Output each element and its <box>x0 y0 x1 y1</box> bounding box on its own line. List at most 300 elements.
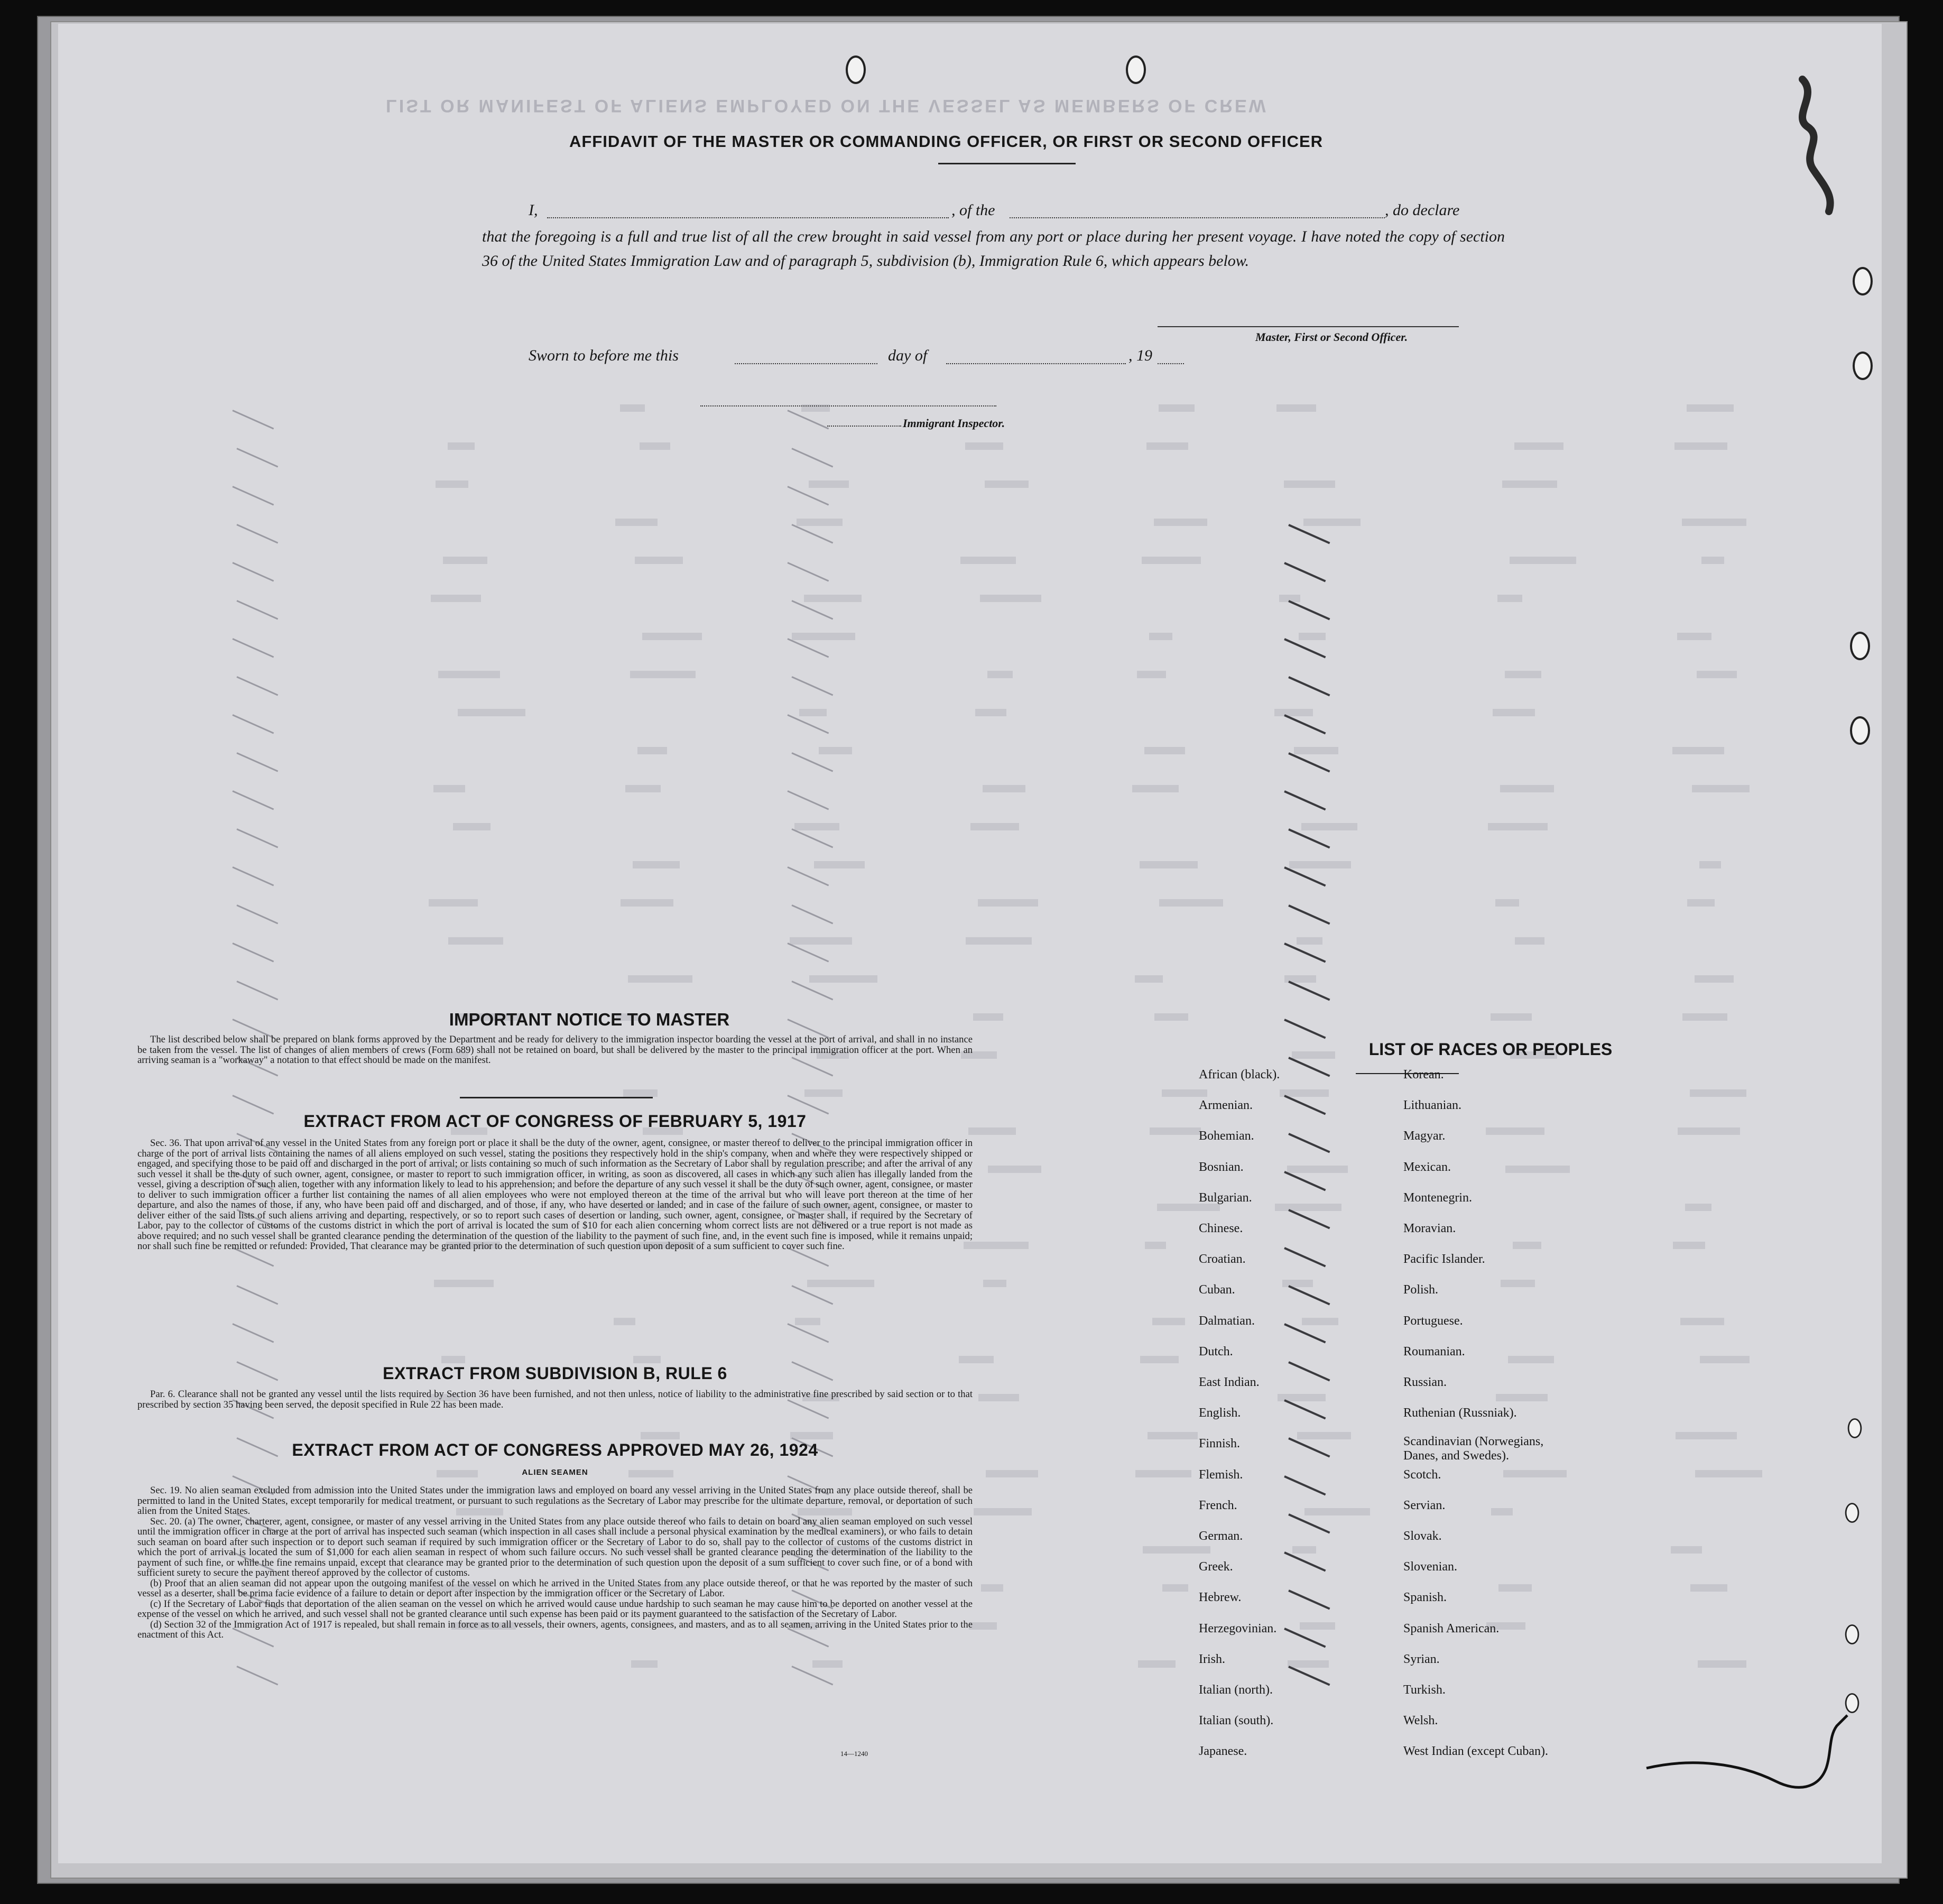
tally-stroke <box>1288 752 1330 772</box>
bleed-through-mark <box>819 747 852 754</box>
race-item: Pacific Islander. <box>1403 1252 1485 1267</box>
race-item: Dutch. <box>1199 1344 1233 1358</box>
tally-stroke <box>236 524 278 543</box>
race-item: West Indian (except Cuban). <box>1403 1744 1548 1759</box>
bleed-through-mark <box>1287 1166 1348 1173</box>
bleed-through-mark <box>980 595 1041 602</box>
bleed-through-mark <box>448 937 503 945</box>
bleed-through-mark <box>1288 1660 1329 1668</box>
race-item: Chinese. <box>1199 1222 1243 1235</box>
handwritten-mark <box>1644 1705 1855 1795</box>
bleed-through-mark <box>620 404 645 412</box>
punch-hole <box>1848 1418 1862 1438</box>
divider <box>938 163 1076 164</box>
tally-stroke <box>787 942 829 962</box>
race-item: Hebrew. <box>1199 1591 1242 1605</box>
bleed-through-mark <box>959 1356 994 1363</box>
extract-1924-paragraph: Sec. 20. (a) The owner, charterer, agent, consignee, or master of any vessel arriving in the United States from any place outside thereof who fails to detain on board any alien seaman employed on such vessel until the immigration officer in charge at the port of arrival has inspected such seaman (which inspection in all cases shall include a personal physical examination by the medical examiners), or who fails to detain such seaman on board after such inspection or to deport such seaman if required by such immigration officer or the Secretary of Labor to do so, shall pay to the collector of customs of the customs district in which the port of arrival is located the sum of $1,000 for each alien seaman in respect of whom such failure occurs. No such vessel shall be granted clearance pending the determination of the liability to the payment of such fine, or while the fine remains unpaid, except that clearance may be granted prior to the determination of such question upon the deposit of a sum sufficient to cover such fine, or of a bond with sufficient surety to secure the payment thereof approved by the collector of customs. <box>137 1515 973 1578</box>
bleed-through-mark <box>1515 937 1544 945</box>
tally-stroke <box>236 828 278 848</box>
tally-stroke <box>232 942 274 962</box>
tally-stroke <box>787 638 829 658</box>
extract-1924-paragraph: Sec. 19. No alien seaman excluded from admission into the United States under the immigration laws and employed on board any vessel arriving in the United States from any place outside thereof, shall be permitted to land in the United States, except temporarily for medical treatment, or pursuant to such regulations as the Secretary of Labor may prescribe for the ultimate departure, removal, or deportation of such alien from the United States. <box>137 1485 973 1517</box>
bleed-through-mark <box>809 480 849 488</box>
handwritten-mark <box>1771 74 1866 217</box>
tally-stroke <box>1288 1057 1330 1077</box>
race-item: East Indian. <box>1199 1375 1260 1389</box>
extract-1924-paragraph: (c) If the Secretary of Labor finds that deportation of the alien seaman on the vessel on which he arrived would cause undue hardship to such seaman he may cause him to be deported on another vessel at the expense of the vessel on which he arrived, and such vessel shall not be granted clearance until such expense has been paid or its payment guaranteed to the satisfaction of the Secretary of Labor. <box>137 1598 973 1620</box>
punch-hole <box>1850 632 1870 660</box>
bleed-through-mark <box>1493 709 1535 716</box>
sworn-year-field[interactable] <box>1158 363 1184 364</box>
inspector-signature-line[interactable] <box>700 405 996 406</box>
tally-stroke <box>236 676 278 696</box>
bleed-through-mark <box>1152 1318 1185 1325</box>
race-item: Ruthenian (Russniak). <box>1403 1406 1517 1420</box>
inspector-label: Immigrant Inspector. <box>903 417 1005 430</box>
bleed-through-mark <box>1154 519 1207 526</box>
bleed-through-mark <box>1143 1546 1210 1554</box>
affidavit-i-label: I, <box>529 201 538 219</box>
manifest-page <box>58 24 1882 1863</box>
bleed-through-mark <box>1137 671 1166 678</box>
sworn-month-field[interactable] <box>946 363 1126 364</box>
master-signature-label: Master, First or Second Officer. <box>1255 330 1408 344</box>
bleed-through-mark <box>1505 1166 1570 1173</box>
bleed-through-mark <box>1491 1508 1513 1515</box>
bleed-through-mark <box>792 633 855 640</box>
tally-stroke <box>1284 638 1326 658</box>
extract-rule6-text <box>137 1389 973 1410</box>
race-item: Servian. <box>1403 1498 1446 1512</box>
tally-stroke <box>791 524 833 543</box>
tally-stroke <box>1288 1209 1330 1229</box>
bleed-through-mark <box>807 1280 874 1287</box>
bleed-through-mark <box>1276 404 1316 412</box>
bleed-through-mark <box>978 899 1038 907</box>
bleed-through-mark <box>433 785 465 792</box>
bleed-through-mark <box>1698 1660 1746 1668</box>
tally-stroke <box>236 448 278 467</box>
bleed-through-mark <box>985 480 1029 488</box>
bleed-through-mark <box>625 785 661 792</box>
tally-stroke <box>787 714 829 734</box>
bleed-through-mark <box>1701 557 1724 564</box>
tally-stroke <box>1284 1399 1326 1419</box>
bleed-through-mark <box>1695 1470 1762 1477</box>
vessel-name-field[interactable] <box>1010 217 1385 218</box>
bleed-through-mark <box>966 937 1032 945</box>
bleed-through-mark <box>1503 1470 1567 1477</box>
bleed-through-mark <box>438 671 500 678</box>
tally-stroke <box>791 600 833 620</box>
bleed-through-mark <box>1284 480 1335 488</box>
bleed-through-mark <box>1690 1584 1727 1592</box>
punch-hole <box>846 56 866 84</box>
tally-stroke <box>1288 1133 1330 1153</box>
tally-stroke <box>1288 1666 1330 1686</box>
bleed-through-mark <box>1486 1127 1544 1135</box>
divider <box>460 1097 653 1098</box>
race-item: Scotch. <box>1403 1467 1441 1482</box>
race-item: Slovak. <box>1403 1529 1442 1543</box>
tally-stroke <box>232 562 274 581</box>
bleed-through-mark <box>1299 633 1326 640</box>
tally-stroke <box>236 752 278 772</box>
tally-stroke <box>232 486 274 505</box>
bleed-through-mark <box>614 1318 635 1325</box>
tally-stroke <box>236 904 278 924</box>
bleed-through-mark <box>1162 1089 1207 1097</box>
race-item: Polish. <box>1403 1283 1439 1297</box>
bleed-through-mark <box>441 1356 465 1363</box>
race-item: Russian. <box>1403 1375 1447 1389</box>
race-item: Moravian. <box>1403 1222 1456 1235</box>
extract-1917-text <box>137 1138 973 1252</box>
bleed-through-mark <box>642 633 702 640</box>
bleed-through-mark <box>1678 1127 1740 1135</box>
race-item: Portuguese. <box>1403 1314 1463 1328</box>
bleed-through-mark <box>981 1584 1003 1592</box>
bleed-through-mark <box>1501 1280 1535 1287</box>
bleed-through-mark <box>431 595 481 602</box>
tally-stroke <box>1288 600 1330 620</box>
race-item: Bohemian. <box>1199 1129 1254 1143</box>
bleed-through-mark <box>1144 747 1185 754</box>
bleed-through-mark <box>986 1470 1038 1477</box>
tally-stroke <box>787 1323 829 1343</box>
tally-stroke <box>787 486 829 505</box>
bleed-through-mark <box>804 1089 843 1097</box>
notice-title: IMPORTANT NOTICE TO MASTER <box>449 1010 730 1029</box>
bleed-through-mark <box>794 823 839 830</box>
bleed-through-mark <box>1301 823 1357 830</box>
tally-stroke <box>791 752 833 772</box>
bleed-through-mark <box>1162 1584 1188 1592</box>
extract-1924-paragraph: (b) Proof that an alien seaman did not appear upon the outgoing manifest of the vessel on which he arrived in the United States from any place outside thereof, or that he was reported by the master of such vessel as a deserter, shall be prima facie evidence of a failure to detain or deport after inspection by the immigration officer or the Secretary of Labor. <box>137 1577 973 1599</box>
day-of-label: day of <box>888 347 928 364</box>
bleed-through-mark <box>458 709 525 716</box>
bleed-through-mark <box>1159 404 1195 412</box>
race-item: French. <box>1199 1498 1237 1512</box>
race-item: Cuban. <box>1199 1283 1235 1297</box>
bleed-through-mark <box>621 899 673 907</box>
race-item: Bosnian. <box>1199 1160 1244 1174</box>
punch-hole <box>1853 267 1873 295</box>
race-item: Turkish. <box>1403 1683 1446 1697</box>
race-item: Bulgarian. <box>1199 1190 1252 1205</box>
bleed-through-mark <box>1148 1432 1198 1439</box>
bleed-through-mark <box>1687 404 1734 412</box>
bleed-through-mark <box>1685 1204 1711 1211</box>
bleed-through-mark <box>1682 1013 1727 1021</box>
bleed-through-mark <box>448 442 475 450</box>
bleed-through-mark <box>628 975 692 983</box>
bleed-through-mark <box>1510 557 1576 564</box>
bleed-through-mark <box>1496 1394 1548 1401</box>
bleed-through-mark <box>1140 1356 1179 1363</box>
bleed-through-mark <box>1498 1584 1532 1592</box>
bleed-through-mark <box>1275 1204 1341 1211</box>
bleed-through-mark <box>1302 1318 1338 1325</box>
master-name-field[interactable] <box>547 217 949 218</box>
bleed-through-mark <box>1138 1660 1176 1668</box>
tally-stroke <box>791 828 833 848</box>
bleed-through-mark <box>1146 442 1188 450</box>
bleed-through-mark <box>983 1280 1006 1287</box>
bleed-through-mark <box>1297 1432 1351 1439</box>
tally-stroke <box>232 866 274 886</box>
punch-hole <box>1845 1503 1859 1523</box>
tally-stroke <box>1284 1551 1326 1572</box>
bleed-through-mark <box>1488 823 1548 830</box>
bleed-through-mark <box>1672 747 1724 754</box>
tally-stroke <box>791 1285 833 1305</box>
bleed-through-mark <box>1274 709 1313 716</box>
bleed-through-mark <box>799 709 827 716</box>
race-item: German. <box>1199 1529 1243 1543</box>
sworn-day-field[interactable] <box>735 363 877 364</box>
bleed-through-mark <box>436 480 468 488</box>
notice-paragraph: The list described below shall be prepared on blank forms approved by the Department and be ready for delivery to the immigration inspector boarding the vessel at the port of arrival, and shall in no instance be taken from the vessel. The list of changes of alien members of crews (Form 689) shall not be retained on board, but shall be delivered by the master to the principal immigration officer at the port. When an arriving seaman is a "workaway" a notation to that effect should be made on the manifest. <box>137 1034 973 1066</box>
tally-stroke <box>1284 1019 1326 1039</box>
bleed-through-mark <box>1135 1470 1191 1477</box>
master-signature-line[interactable] <box>1158 326 1459 327</box>
race-item: Korean. <box>1403 1068 1444 1082</box>
bleed-through-mark <box>1514 442 1563 450</box>
extract-1924-subtitle: ALIEN SEAMEN <box>522 1468 588 1477</box>
form-number: 14—1240 <box>840 1750 868 1758</box>
bleed-through-mark <box>453 823 491 830</box>
year-label: , 19 <box>1128 347 1152 364</box>
tally-stroke <box>1288 676 1330 696</box>
bleed-through-mark <box>1149 633 1172 640</box>
bleed-through-mark <box>1687 899 1715 907</box>
bleed-through-mark <box>633 861 680 868</box>
extract-1924-text <box>137 1485 973 1640</box>
bleed-through-mark <box>987 671 1013 678</box>
tally-stroke <box>1284 1095 1326 1115</box>
race-item: Irish. <box>1199 1652 1225 1666</box>
bleed-through-mark <box>795 1318 820 1325</box>
tally-stroke <box>1284 942 1326 963</box>
tally-stroke <box>236 1666 278 1685</box>
race-item: African (black). <box>1199 1068 1280 1082</box>
tally-stroke <box>232 790 274 810</box>
tally-stroke <box>1284 1475 1326 1495</box>
punch-hole <box>1850 716 1870 745</box>
bleed-through-mark <box>970 823 1019 830</box>
bleed-through-mark <box>623 1089 658 1097</box>
punch-hole <box>1853 352 1873 380</box>
bleed-through-mark <box>1505 671 1541 678</box>
race-item: Welsh. <box>1403 1714 1438 1728</box>
tally-stroke <box>791 981 833 1000</box>
tally-stroke <box>1288 1513 1330 1533</box>
tally-stroke <box>1288 828 1330 848</box>
bleed-through-mark <box>988 1166 1041 1173</box>
bleed-through-mark <box>1132 785 1179 792</box>
bleed-through-mark <box>975 709 1006 716</box>
bleed-through-mark <box>964 1242 1029 1249</box>
race-item: Spanish American. <box>1403 1621 1500 1635</box>
race-item: Scandinavian (Norwegians, Danes, and Swedes). <box>1403 1435 1544 1463</box>
tally-stroke <box>1288 1589 1330 1610</box>
bleed-through-mark <box>974 1508 1032 1515</box>
bleed-through-mark <box>1135 975 1163 983</box>
extract-1924-title: EXTRACT FROM ACT OF CONGRESS APPROVED MAY 26, 1924 <box>292 1440 818 1459</box>
bleed-through-mark <box>1495 899 1519 907</box>
bleed-through-heading: LIST OR MANIFEST OF ALIENS EMPLOYED ON THE VESSEL AS MEMBERS OF CREW <box>386 96 1268 116</box>
tally-stroke <box>236 600 278 620</box>
bleed-through-mark <box>631 1660 658 1668</box>
tally-stroke <box>1284 1628 1326 1648</box>
bleed-through-mark <box>1692 785 1750 792</box>
tally-stroke <box>787 790 829 810</box>
race-item: Roumanian. <box>1403 1344 1465 1358</box>
bleed-through-mark <box>1142 557 1201 564</box>
bleed-through-mark <box>1508 1356 1554 1363</box>
race-item: Mexican. <box>1403 1160 1451 1174</box>
bleed-through-mark <box>1699 861 1721 868</box>
race-item: Flemish. <box>1199 1467 1243 1482</box>
race-item: Slovenian. <box>1403 1560 1457 1574</box>
bleed-through-mark <box>1676 1432 1737 1439</box>
bleed-through-mark <box>790 937 852 945</box>
bleed-through-mark <box>1491 1013 1532 1021</box>
bleed-through-mark <box>1500 785 1554 792</box>
bleed-through-mark <box>637 747 667 754</box>
bleed-through-mark <box>1297 937 1322 945</box>
tally-stroke <box>1288 981 1330 1001</box>
race-item: Armenian. <box>1199 1098 1253 1113</box>
extract-1917-paragraph: Sec. 36. That upon arrival of any vessel in the United States from any foreign port or place it shall be the duty of the owner, agent, consignee, or master thereof to deliver to the principal immigration officer in charge of the port of arrival lists containing the names of all aliens employed on such vessel, stating the positions they respectively hold in the ship's company, when and where they were respectively shipped or engaged, and specifying those to be paid off and discharged in the port of arrival; or lists containing so much of such information as the Secretary of Labor shall by regulation prescribe; and after the arrival of any such vessel it shall be the duty of such owner, agent, consignee, or master to report to such immigration officer, in writing, as soon as discovered, all cases in which any such alien has illegally landed from the vessel, giving a description of such alien, together with any information likely to lead to his apprehension; and before the departure of any such vessel it shall be the duty of such owner, agent, consignee, or master to deliver to such immigration officer a further list containing the names of all alien employees who were not employed thereon at the time of the arrival but who will leave port thereon at the time of her departure, and also the names of those, if any, who have been paid off and discharged, and of those, if any, who have deserted or landed; and in case of the failure of such owner, agent, consignee, or master to deliver either of the said lists of such aliens arriving and departing, respectively, or so to report such cases of desertion or landing, such owner, agent, consignee, or master shall, if required by the Secretary of Labor, pay to the collector of customs of the customs district in which the port of arrival is located the sum of $10 for each alien concerning whom correct lists are not delivered or a true report is not made as above required; and no such vessel shall be granted clearance pending the determination of the question of the liability to the payment of such fine, and, in the event such fine is imposed, while it remains unpaid; nor shall such fine be remitted or refunded: Provided, That clearance may be granted prior to the determination of such question upon deposit of a sum sufficient to cover such fine. <box>137 1138 973 1252</box>
bleed-through-mark <box>814 861 865 868</box>
bleed-through-mark <box>1145 1242 1166 1249</box>
bleed-through-mark <box>797 519 843 526</box>
tally-stroke <box>1284 714 1326 734</box>
affidavit-body: that the foregoing is a full and true list of all the crew brought in said vessel from any port or place during her present voyage. I have noted the copy of section 36 of the United States Immigration Law and of paragraph 5, subdivision (b), Immigration Rule 6, which appears below. <box>482 228 1505 270</box>
race-item: Herzegovinian. <box>1199 1621 1277 1635</box>
tally-stroke <box>787 562 829 581</box>
bleed-through-mark <box>635 557 683 564</box>
tally-stroke <box>232 638 274 658</box>
race-item: Italian (north). <box>1199 1683 1273 1697</box>
tally-stroke <box>1288 1285 1330 1305</box>
bleed-through-mark <box>615 519 658 526</box>
tally-stroke <box>232 410 274 429</box>
tally-stroke <box>1288 524 1330 544</box>
race-item: Italian (south). <box>1199 1714 1274 1728</box>
tally-stroke <box>791 448 833 467</box>
bleed-through-mark <box>630 671 696 678</box>
bleed-through-mark <box>1700 1356 1750 1363</box>
notice-text <box>137 1034 973 1066</box>
bleed-through-mark <box>633 1356 661 1363</box>
bleed-through-mark <box>790 1432 833 1439</box>
race-item: Finnish. <box>1199 1437 1241 1451</box>
bleed-through-mark <box>804 595 862 602</box>
bleed-through-mark <box>1673 1242 1705 1249</box>
race-item: Japanese. <box>1199 1744 1247 1759</box>
bleed-through-mark <box>969 1622 997 1630</box>
tally-stroke <box>791 1666 833 1685</box>
races-title: LIST OF RACES OR PEOPLES <box>1368 1040 1613 1059</box>
race-item: Syrian. <box>1403 1652 1440 1666</box>
tally-stroke <box>791 676 833 696</box>
race-item: Greek. <box>1199 1560 1233 1574</box>
bleed-through-mark <box>1680 1318 1724 1325</box>
bleed-through-mark <box>1671 1546 1702 1554</box>
bleed-through-mark <box>429 899 478 907</box>
bleed-through-mark <box>809 975 877 983</box>
bleed-through-mark <box>1674 442 1727 450</box>
bleed-through-mark <box>812 1660 843 1668</box>
bleed-through-mark <box>1159 899 1223 907</box>
race-item: Dalmatian. <box>1199 1314 1255 1328</box>
extract-1917-title: EXTRACT FROM ACT OF CONGRESS OF FEBRUARY 5, 1917 <box>303 1112 807 1131</box>
bleed-through-mark <box>978 1394 1019 1401</box>
bleed-through-mark <box>1150 1127 1201 1135</box>
bleed-through-mark <box>1292 1546 1316 1554</box>
bleed-through-mark <box>1294 747 1338 754</box>
tally-stroke <box>232 1323 274 1343</box>
bleed-through-mark <box>434 1280 494 1287</box>
tally-stroke <box>1284 1323 1326 1343</box>
bleed-through-mark <box>965 442 1003 450</box>
race-item: Croatian. <box>1199 1252 1246 1267</box>
bleed-through-mark <box>1502 480 1557 488</box>
tally-stroke <box>791 904 833 924</box>
affidavit-title: AFFIDAVIT OF THE MASTER OR COMMANDING OFFICER, OR FIRST OR SECOND OFFICER <box>569 132 1324 151</box>
bleed-through-mark <box>1303 519 1361 526</box>
race-item: Magyar. <box>1403 1129 1446 1143</box>
affidavit-of-the-label: , of the <box>951 201 995 219</box>
tally-stroke <box>1284 790 1326 810</box>
bleed-through-mark <box>1304 1508 1370 1515</box>
tally-stroke <box>1284 1247 1326 1267</box>
bleed-through-mark <box>640 442 670 450</box>
race-item: Spanish. <box>1403 1591 1447 1605</box>
bleed-through-mark <box>1690 1089 1746 1097</box>
bleed-through-mark <box>1695 975 1734 983</box>
tally-stroke <box>1288 1361 1330 1381</box>
bleed-through-mark <box>641 1432 680 1439</box>
punch-hole <box>1845 1624 1859 1644</box>
race-item: Lithuanian. <box>1403 1098 1461 1113</box>
tally-stroke <box>1288 1437 1330 1457</box>
bleed-through-mark <box>1300 1622 1335 1630</box>
punch-hole <box>1126 56 1146 84</box>
extract-1924-paragraph: (d) Section 32 of the Immigration Act of 1917 is repealed, but shall remain in force as to all vessels, their owners, agents, consignees, and masters, and as to all seamen, arriving in the United States prior to the enactment of this Act. <box>137 1619 973 1640</box>
bleed-through-mark <box>1282 1280 1313 1287</box>
bleed-through-mark <box>960 557 1016 564</box>
tally-stroke <box>1284 562 1326 582</box>
bleed-through-mark <box>1289 861 1351 868</box>
tally-stroke <box>232 714 274 734</box>
bleed-through-mark <box>1697 671 1737 678</box>
inspector-signature-line[interactable] <box>827 426 901 427</box>
bleed-through-mark <box>1513 1242 1541 1249</box>
bleed-through-mark <box>1677 633 1711 640</box>
bleed-through-mark <box>1497 595 1522 602</box>
tally-stroke <box>236 1285 278 1305</box>
bleed-through-mark <box>443 557 487 564</box>
bleed-through-mark <box>968 1127 1016 1135</box>
tally-stroke <box>1284 866 1326 886</box>
bleed-through-mark <box>983 785 1025 792</box>
tally-stroke <box>1284 1171 1326 1191</box>
